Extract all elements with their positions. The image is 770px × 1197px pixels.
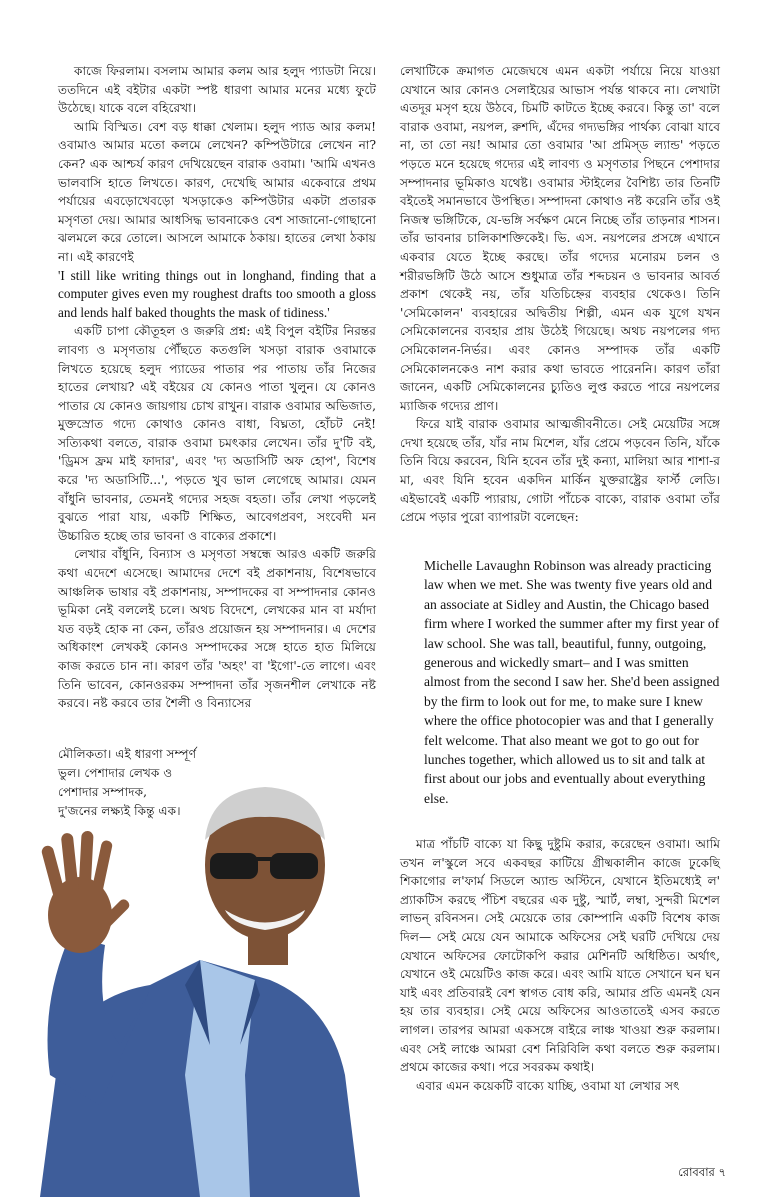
left-paragraph-1: কাজে ফিরলাম। বসলাম আমার কলম আর হলুদ প্যাডটা নিয়ে। ততদিনে এই বইটার একটা স্পষ্ট ধারণা আমার মনের মধ্যে ফুটে উঠেছে। যাকে বলে বহিরেখা। [58,64,376,116]
obama-waving-photo [0,745,360,1197]
left-paragraph-2: আমি বিস্মিত। বেশ বড় ধাক্কা খেলাম। হলুদ প্যাড আর কলম! ওবামাও আমার মতো কলমে লেখেন? কম্পিউটারে লেখেন না? কেন? এক আশ্চর্য কারণ দেখিয়েছেন বারাক ওবামা। 'আমি এখনও ভালবাসি হাতে লিখতে। কারণ, দেখেছি আমার একেবারে প্রথম পর্যায়ের এবড়োখেবড়ো খসড়াকেও কম্পিউটার একটা প্রতারক মসৃণতা দেয়। আমার আধসিদ্ধ ভাবনাকেও বেশ সাজানো-গোছানো ঝলমলে করে তোলে। আসলে আমাকে ঠকায়। হাতের লেখা ঠকায় না। এই কারণেই [58,119,376,264]
right-paragraph-2: ফিরে যাই বারাক ওবামার আত্মজীবনীতে। সেই মেয়েটির সঙ্গে দেখা হয়েছে তাঁর, যাঁর নাম মিশেল, যাঁর প্রেমে পড়বেন তিনি, যাঁকে তিনি বিয়ে করবেন, যিনি হবেন তাঁর দুই কন্যা, মালিয়া আর শাশা-র মা, এবং যিনি হবেন একদিন মার্কিন যুক্তরাষ্ট্রের ফার্স্ট লেডি। এইভাবেই একটি প্যারায়, গোটা পাঁচেক বাক্যে, বারাক ওবামা তাঁর প্রেমে পড়ার পুরো ব্যাপারটা বলেছেন: [400,417,720,525]
left-english-quote: 'I still like writing things out in longhand, finding that a computer gives even my roughest drafts too smooth a gloss and lends half baked thoughts the mask of tidiness.' [58,267,376,320]
right-column [400,62,720,527]
bottom-paragraph-1: মাত্র পাঁচটি বাক্যে যা কিছু দুষ্টুমি করার, করেছেন ওবামা। আমি তখন ল'স্কুলে সবে একবছর কাটিয়ে গ্রীষ্মকালীন কাজে ঢুকেছি শিকাগোর ল'ফার্ম সিডলে অ্যান্ড অস্টিনে, যেখানে ইতিমধ্যেই ল' প্র্যাকটিস করছে পঁচিশ বছরের এক দুষ্টু, স্মার্ট, লম্বা, সুন্দরী মিশেল লাভন্ রবিনসন। সেই মেয়েকে তার কোম্পানি একটি বিশেষ কাজ দিল— সেই মেয়ে যেন আমাকে অফিসের সেই ঘরটি দেখিয়ে দেয় যেখানে অফিসের ফোটোকপি করার মেশিনটি অধিষ্ঠিত। অর্থাৎ, যেখানে ওই মেয়েটিও কাজ করে। এবং আমি যাতে সেখানে ঘন ঘন যাই এবং প্রতিবারই বেশ স্বাগত বোধ করি, আমার প্রতি এমনই যেন হয় তার ব্যবহার। সেই মেয়ে অফিসের আওতাতেই এসব করতে লাগল। তারপর আমরা একসঙ্গে বাইরে লাঞ্চ খাওয়া শুরু করলাম। এবং সেই লাঞ্চে আমরা বেশ নিরিবিলি কথা বলতে শুরু করলাম। প্রথমে কাজের কথা। পরে সবরকম কথাই। [400,837,720,1075]
left-paragraph-4: লেখার বাঁধুনি, বিন্যাস ও মসৃণতা সম্বন্ধে আরও একটি জরুরি কথা এদেশে এসেছে। আমাদের দেশে বই প্রকাশনায়, বিশেষভাবে আঞ্চলিক ভাষার বই প্রকাশনায়, সম্পাদকের বা সম্পাদনার কোনও ভূমিকা নেই বললেই চলে। অথচ বিদেশে, লেখকের মান বা মর্যাদা যত বড়ই হোক না কেন, তাঁরও প্রয়োজন হয় সম্পাদনার। এ দেশের অধিকাংশ লেখকই কোনও সম্পাদকের সঙ্গে হাতে হাত মিলিয়ে কাজ করতে চান না। কারণ তাঁর 'অহং' বা 'ইগো'-তে লাগে। এবং তিনি ভাবেন, কোনওরকম সম্পাদনা তাঁর সৃজনশীল লেখাকে নষ্ট করবে। নষ্ট করবে তার শৈলী ও বিন্যাসের [58,547,376,711]
narrow-line-3: পেশাদার সম্পাদক, [58,785,147,799]
left-paragraph-3: একটি চাপা কৌতূহল ও জরুরি প্রশ্ন: এই বিপুল বইটির নিরন্তর লাবণ্য ও মসৃণতায় পৌঁছতে কতগুলি খসড়া বারাক ওবামাকে লিখতে হয়েছে হলুদ প্যাডের পাতার পর পাতায় তাঁর নিজের হাতের লেখায়? এই বইয়ের যে কোনও পাতা খুলুন। যে কোনও পাতার যে কোনও জায়গায় চোখ রাখুন। বারাক ওবামার অভিজাত, মুক্তস্রোত গদ্যে কোথাও কোনও বাধা, বিঘ্নতা, হোঁচট নেই! সত্যিকথা বলতে, বারাক ওবামা চমৎকার লেখেন। তাঁর দু'টি বই, 'ড্রিমস ফ্রম মাই ফাদার', এবং 'দ্য অডাসিটি অফ হোপ', বিশেষ করে 'দ্য অডাসিটি...', পড়তে খুব ভাল লেগেছে আমার। যেমন বাঁধুনি ভাবনার, তেমনই গদ্যের সহজ বহতা। তাঁর লেখা পড়লেই বুঝতে পারা যায়, একটি শিক্ষিত, আবেগপ্রবণ, সংবেদী মন উচ্চারিত হচ্ছে তার ভাবনা ও বাক্যের প্রকাশে। [58,324,376,543]
waving-hand-icon [40,831,131,953]
narrow-line-4: দু'জনের লক্ষ্যই কিন্তু এক। [58,804,181,818]
page-folio: রোববার ৭ [678,1165,726,1179]
bottom-right-column [400,835,720,1095]
narrow-line-1: মৌলিকতা। এই ধারণা সম্পূর্ণ [58,747,197,761]
block-quote-text: Michelle Lavaughn Robinson was already practicing law when we met. She was twenty five years old and an associate at Sidley and Austin, the Chicago based firm where I worked the summer after my first year of law school. She was tall, beautiful, funny, outgoing, generous and wickedly smart– and I was smitten almost from the second I saw her. She'd been assigned by the firm to look out for me, to make sure I knew where the office photocopier was and that I generally felt welcome. That also meant we got to go out for lunches together, which allowed us to sit and talk at first about our jobs and eventually about everything else. [424,558,720,806]
english-block-quote [424,556,724,808]
left-column [58,62,376,713]
right-paragraph-1: লেখাটিকে ক্রমাগত মেজেঘষে এমন একটা পর্যায়ে নিয়ে যাওয়া যেখানে আর কোনও সেলাইয়ের আভাস পর্যন্ত থাকবে না। লেখাটা এতদূর মসৃণ হয়ে উঠবে, চিমটি কাটতে ইচ্ছে করবে। কিন্তু তা' বলে বারাক ওবামা, নয়পল, রুশদি, এঁদের গদ্যভঙ্গির পার্থক্য বোঝা যাবে না, তা তো নয়! আমার তো ওবামার 'আ প্রমিস্ড ল্যান্ড' পড়তে পড়তে মনে হয়েছে গদ্যের এই লাবণ্য ও মসৃণতার পিছনে পেশাদার সম্পাদনার ভূমিকাও যথেষ্ট। ওবামার স্টাইলের বৈশিষ্ট্য তার তিনটি বইতেই সমানভাবে উপস্থিত। সম্পাদনা কোথাও নষ্ট করেনি তাঁর ওই নিজস্ব ভঙ্গিটিকে, যে-ভঙ্গি সর্বক্ষণ মেনে নিচ্ছে তাঁর তাড়নার শাসন। তাঁর ভাবনার চালিকাশক্তিকেই। ভি. এস. নয়পলের প্রসঙ্গে এখানে একবার যেতে ইচ্ছে করছে। তাঁর গদ্যের মনোরম চলন ও শরীরভঙ্গিটি উঠে আসে শুধুমাত্র তাঁর শব্দচয়ন ও ভাবনার আবর্ত প্রকাশ থেকেই নয়, তাঁর যতিচিহ্নের ব্যবহার থেকেও। তিনি 'সেমিকোলন' ব্যবহারের অদ্বিতীয় শিল্পী, এমন এক যুগে যখন সেমিকোলনের ব্যবহার প্রায় উঠেই গিয়েছে। অথচ নয়পলের গদ্য সেমিকোলন-নির্ভর। এবং কোনও সম্পাদক তাঁর একটি সেমিকোলনকেও নাশ করার কথা ভাবতে পারেননি। কারণ তাঁরা জানেন, একটি সেমিকোলনের চ্যুতিও লুপ্ত করতে পারে নয়পলের ম্যাজিক গদ্যের প্রাণ। [400,64,720,413]
bottom-paragraph-2: এবার এমন কয়েকটি বাক্যে যাচ্ছি, ওবামা যা লেখার সৎ [416,1078,680,1093]
narrow-line-2: ভুল। পেশাদার লেখক ও [58,766,173,780]
